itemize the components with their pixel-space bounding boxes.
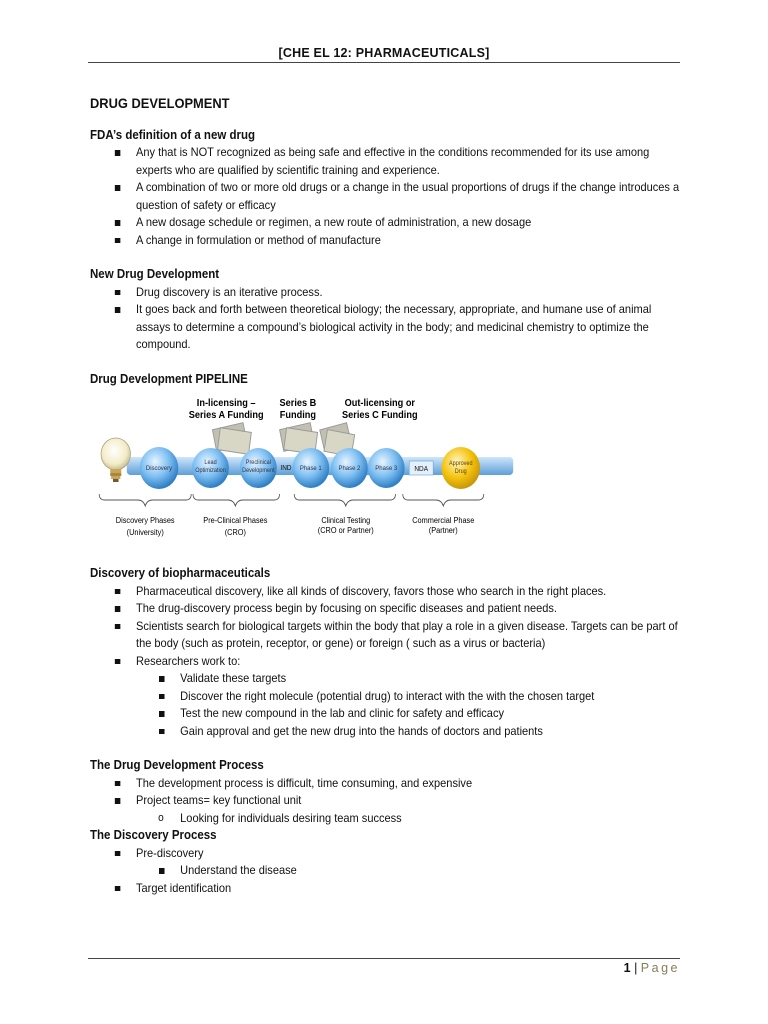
list-item: The drug-discovery process begin by focusing on specific diseases and patient needs. (90, 600, 680, 618)
funding-label-c-line1: Out-licensing or (344, 397, 416, 410)
node-label: Development (242, 467, 275, 475)
header-title: [CHE EL 12: PHARMACEUTICALS] (278, 46, 490, 60)
funding-label-c-line2: Series C Funding (342, 409, 418, 422)
phase-bracket (193, 494, 279, 506)
new-drug-development-list (90, 284, 680, 354)
section-heading-pipeline: Drug Development PIPELINE (90, 371, 248, 386)
pipeline-svg (90, 390, 633, 565)
funding-label-b-line1: Series B (279, 397, 317, 410)
phase-bracket (403, 494, 484, 506)
sub-list-item: Validate these targets (90, 670, 680, 688)
funding-label-a-line2: Series A Funding (188, 409, 264, 422)
sub-list-item: Test the new compound in the lab and clinic for safety and efficacy (90, 705, 680, 723)
pipeline-diagram (90, 390, 633, 565)
node-label: Drug (454, 468, 467, 476)
list-item: The development process is difficult, time consuming, and expensive (90, 775, 680, 793)
biopharmaceuticals-list (90, 583, 680, 741)
list-item: Drug discovery is an iterative process. (90, 284, 680, 302)
page-label: Page (640, 961, 680, 975)
list-item: Project teams= key functional unit (90, 792, 680, 810)
phase-bracket (294, 494, 395, 506)
section-heading-drug-development-process: The Drug Development Process (90, 758, 264, 772)
funding-label-b-line2: Funding (279, 409, 317, 422)
section-heading-discovery-process: The Discovery Process (90, 828, 217, 842)
money-icon (212, 423, 251, 455)
funding-label-a-line1: In-licensing – (196, 397, 256, 410)
phase-label: Discovery Phases (115, 515, 175, 526)
sub-list-item: Understand the disease (90, 862, 680, 880)
phase-label: Clinical Testing (321, 515, 371, 526)
list-item: A combination of two or more old drugs or a change in the usual proportions of drugs if the change introduces a question of safety or efficacy (90, 179, 680, 214)
list-item: Target identification (90, 880, 680, 898)
discovery-process-list (90, 845, 680, 898)
list-item: Scientists search for biological targets within the body that play a role in a given disease. Targets can be part of the body (such as protein, receptor, or gene) or foreign ( such as a virus or bacteria) (90, 618, 680, 653)
node-label-nda: NDA (414, 465, 428, 474)
section-heading-fda-definition: FDA’s definition of a new drug (90, 127, 256, 142)
phase-sublabel: (CRO or Partner) (317, 525, 374, 536)
sub-list-item: o Looking for individuals desiring team success (90, 810, 680, 828)
list-item: It goes back and forth between theoretical biology; the necessary, appropriate, and humane use of animal assays to determine a compound’s biological activity in the body; and medicinal chemistry to optimize the compound. (90, 301, 680, 354)
phase-bracket (99, 494, 191, 506)
section-heading-biopharmaceuticals: Discovery of biopharmaceuticals (90, 566, 271, 580)
node-label: Approved (448, 460, 473, 468)
fda-definition-list (90, 144, 680, 249)
node-label: Lead (204, 459, 217, 467)
phase-sublabel: (University) (126, 527, 164, 538)
node-label: Phase 1 (299, 464, 322, 473)
page-footer (624, 961, 680, 975)
document-title: DRUG DEVELOPMENT (90, 95, 230, 111)
list-item: Pharmaceutical discovery, like all kinds of discovery, favors those who search in the right places. (90, 583, 680, 601)
footer-divider (88, 958, 680, 959)
phase-label: Pre-Clinical Phases (203, 515, 268, 526)
footer-separator: | (634, 961, 638, 975)
sub-list-item: Discover the right molecule (potential drug) to interact with the with the chosen target (90, 688, 680, 706)
node-label-ind: IND (280, 464, 292, 473)
phase-label: Commercial Phase (412, 515, 475, 526)
node-label: Phase 2 (338, 464, 361, 473)
list-item: A new dosage schedule or regimen, a new route of administration, a new dosage (90, 214, 680, 232)
phase-sublabel: (CRO) (224, 527, 246, 538)
section-heading-new-drug-development: New Drug Development (90, 267, 220, 281)
node-label: Discovery (145, 464, 173, 473)
sub-list-item: Gain approval and get the new drug into the hands of doctors and patients (90, 723, 680, 741)
list-item: Any that is NOT recognized as being safe and effective in the conditions recommended for its use among experts who are qualified by scientific training and experience. (90, 144, 680, 179)
list-item: A change in formulation or method of manufacture (90, 232, 680, 250)
drug-development-process-list (90, 775, 680, 828)
node-label: Phase 3 (375, 464, 398, 473)
header-divider (88, 62, 680, 63)
list-item: Researchers work to: (90, 653, 680, 671)
lightbulb-icon (101, 438, 130, 482)
node-label: Optimization (195, 467, 226, 475)
list-item: Pre-discovery (90, 845, 680, 863)
document-body (90, 95, 680, 897)
page-number: 1 (623, 961, 631, 975)
node-label: Preclinical (245, 459, 271, 467)
phase-sublabel: (Partner) (428, 525, 458, 536)
